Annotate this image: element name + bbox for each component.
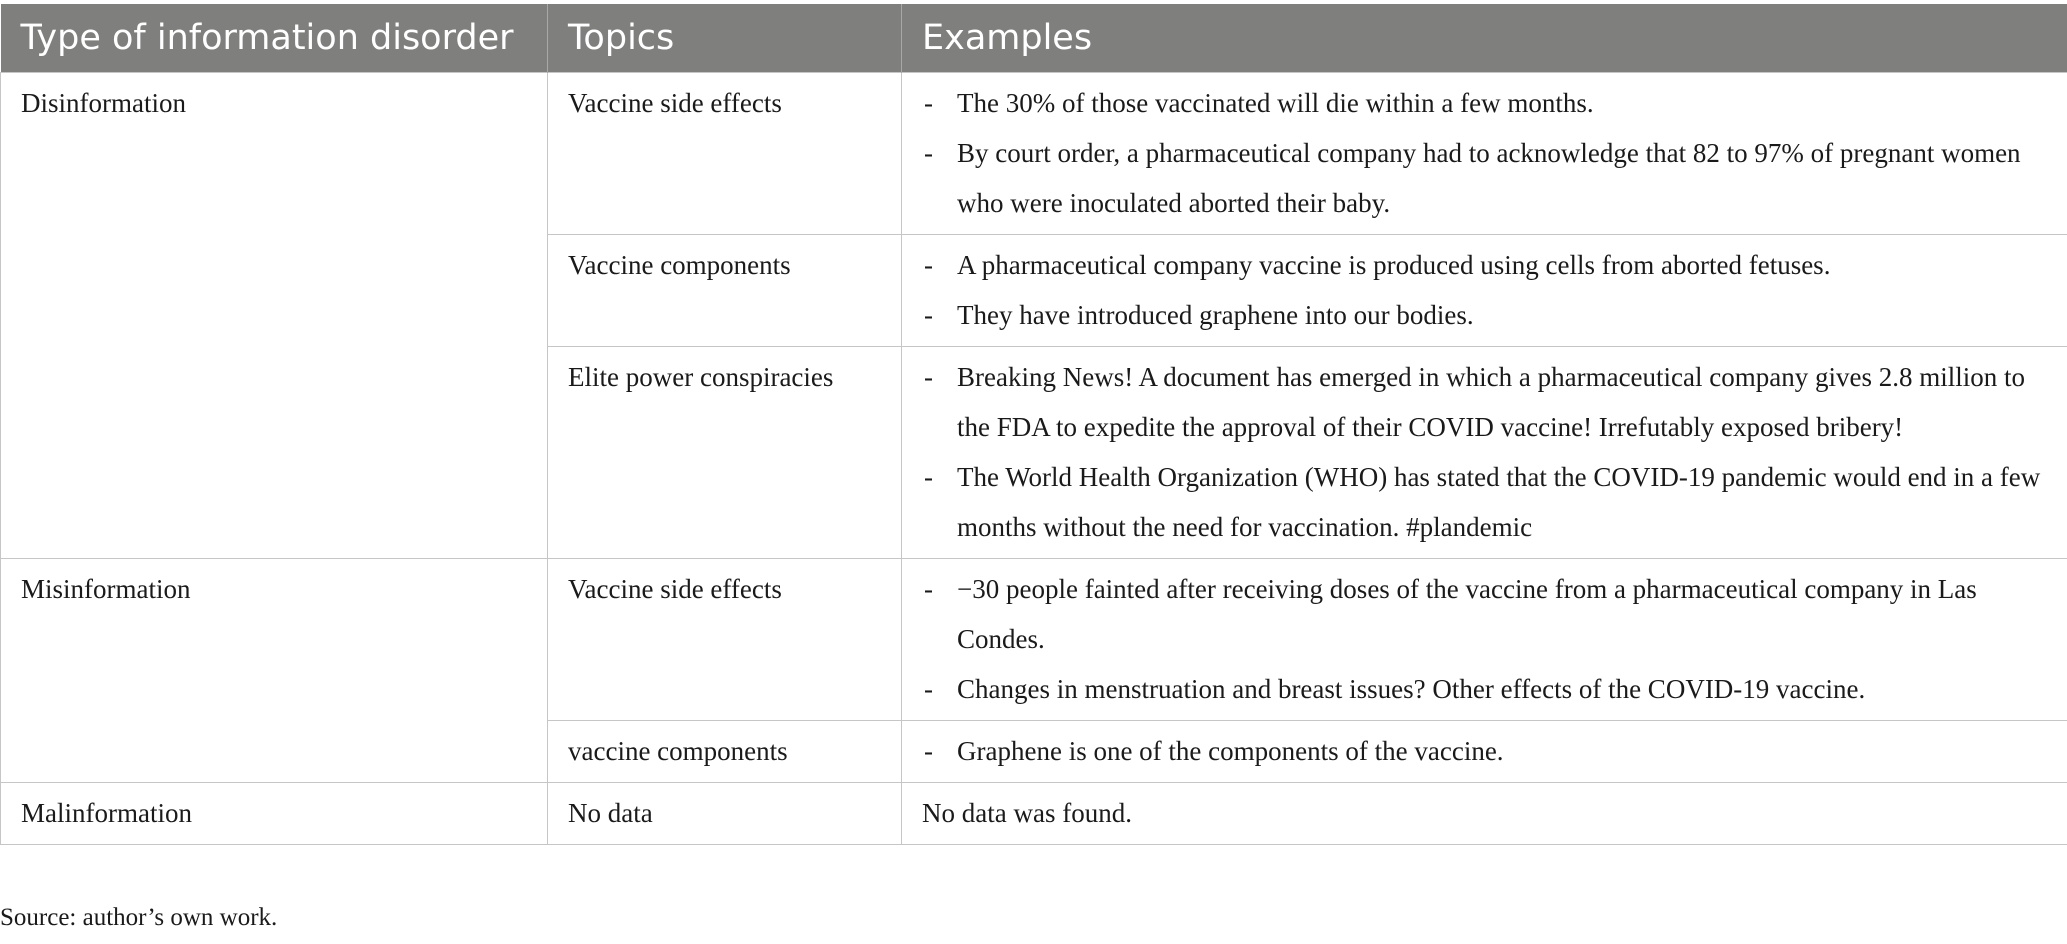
example-text: −30 people fainted after receiving doses of the vaccine from a pharmaceutical company in Las Condes. xyxy=(957,574,1977,654)
example-item xyxy=(922,240,2047,290)
header-type: Type of information disorder xyxy=(1,4,548,73)
information-disorder-table xyxy=(0,4,2067,845)
examples-cell: No data was found. xyxy=(902,783,2067,845)
topic-cell: Elite power conspiracies xyxy=(548,347,902,559)
disorder-type-cell: Malinformation xyxy=(1,783,548,845)
example-item xyxy=(922,726,2047,776)
topic-cell: vaccine components xyxy=(548,721,902,783)
examples-list xyxy=(922,240,2047,340)
example-text: The 30% of those vaccinated will die within a few months. xyxy=(957,88,1594,118)
examples-list xyxy=(922,78,2047,228)
example-text: Changes in menstruation and breast issues? Other effects of the COVID-19 vaccine. xyxy=(957,674,1866,704)
topic-cell: Vaccine side effects xyxy=(548,559,902,721)
topic-cell: Vaccine side effects xyxy=(548,73,902,235)
example-text: Graphene is one of the components of the vaccine. xyxy=(957,736,1504,766)
examples-list xyxy=(922,352,2047,552)
bullet-dash: - xyxy=(924,362,933,392)
bullet-dash: - xyxy=(924,462,933,492)
example-item xyxy=(922,128,2047,228)
table-header xyxy=(1,4,2067,73)
disorder-type-cell: Disinformation xyxy=(1,73,548,559)
table-body xyxy=(1,73,2067,845)
bullet-dash: - xyxy=(924,138,933,168)
bullet-dash: - xyxy=(924,674,933,704)
source-note: Source: author’s own work. xyxy=(0,904,278,931)
bullet-dash: - xyxy=(924,300,933,330)
example-text: Breaking News! A document has emerged in which a pharmaceutical company gives 2.8 million to the FDA to expedite the approval of their COVID vaccine! Irrefutably exposed bribery! xyxy=(957,362,2025,442)
example-item xyxy=(922,452,2047,552)
topic-cell: No data xyxy=(548,783,902,845)
example-text: By court order, a pharmaceutical company had to acknowledge that 82 to 97% of pregnant women who were inoculated aborted their baby. xyxy=(957,138,2021,218)
examples-list xyxy=(922,564,2047,714)
table-row xyxy=(1,73,2067,235)
bullet-dash: - xyxy=(924,88,933,118)
topic-cell: Vaccine components xyxy=(548,235,902,347)
disorder-type-cell: Misinformation xyxy=(1,559,548,783)
table-row xyxy=(1,783,2067,845)
examples-cell xyxy=(902,721,2067,783)
example-item xyxy=(922,290,2047,340)
example-text: A pharmaceutical company vaccine is produced using cells from aborted fetuses. xyxy=(957,250,1831,280)
example-text: The World Health Organization (WHO) has stated that the COVID-19 pandemic would end in a few months without the need for vaccination. #plandemic xyxy=(957,462,2041,542)
header-row xyxy=(1,4,2067,73)
example-text: They have introduced graphene into our bodies. xyxy=(957,300,1474,330)
examples-cell xyxy=(902,347,2067,559)
examples-cell xyxy=(902,73,2067,235)
table-row xyxy=(1,559,2067,721)
example-item xyxy=(922,352,2047,452)
examples-cell xyxy=(902,559,2067,721)
bullet-dash: - xyxy=(924,574,933,604)
header-topics: Topics xyxy=(548,4,902,73)
example-item xyxy=(922,564,2047,664)
examples-list xyxy=(922,726,2047,776)
bullet-dash: - xyxy=(924,250,933,280)
example-item xyxy=(922,664,2047,714)
bullet-dash: - xyxy=(924,736,933,766)
examples-cell xyxy=(902,235,2067,347)
header-examples: Examples xyxy=(902,4,2067,73)
example-item xyxy=(922,78,2047,128)
